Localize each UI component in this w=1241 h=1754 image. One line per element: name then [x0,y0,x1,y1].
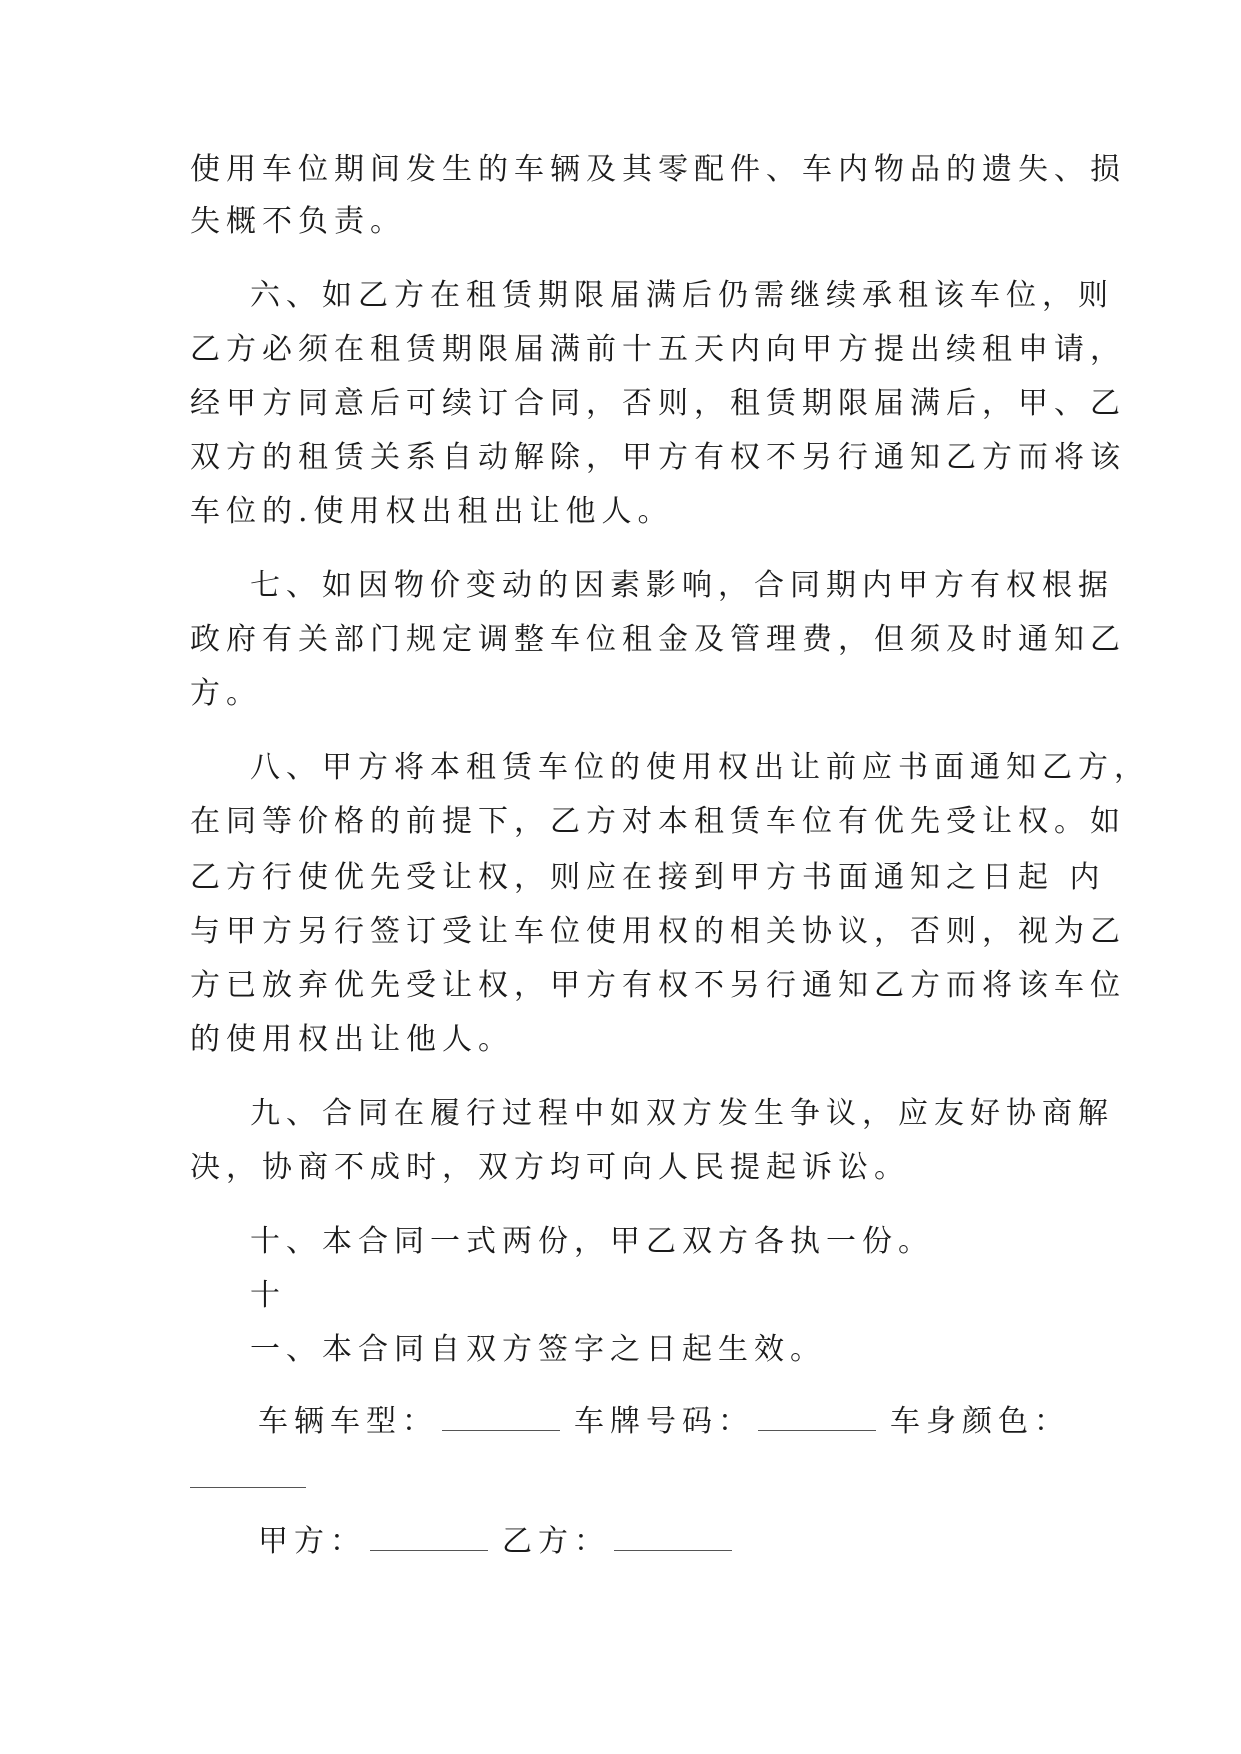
party-b-signature-blank[interactable] [614,1526,732,1551]
plate-number-label: 车牌号码： [574,1404,754,1439]
clause-eight-line: 八、甲方将本租赁车位的使用权出让前应书面通知乙方， [250,750,1150,785]
vehicle-model-label: 车辆车型： [258,1404,438,1439]
clause-eleven-line: 一、本合同自双方签字之日起生效。 [250,1332,826,1367]
clause-eight-line: 与甲方另行签订受让车位使用权的相关协议，否则，视为乙 [190,914,1126,949]
vehicle-model-blank[interactable] [442,1406,560,1431]
clause-eight-line: 方已放弃优先受让权，甲方有权不另行通知乙方而将该车位 [190,968,1126,1003]
clause-nine-line: 决，协商不成时，双方均可向人民提起诉讼。 [190,1150,910,1185]
body-line: 失概不负责。 [190,204,406,239]
clause-eight-line: 的使用权出让他人。 [190,1022,514,1057]
clause-six-line: 乙方必须在租赁期限届满前十五天内向甲方提出续租申请， [190,332,1126,367]
clause-seven-line: 七、如因物价变动的因素影响，合同期内甲方有权根据 [250,568,1114,603]
clause-seven-line: 政府有关部门规定调整车位租金及管理费，但须及时通知乙 [190,622,1126,657]
plate-number-blank[interactable] [758,1406,876,1431]
clause-eleven-numeral: 十 [250,1278,286,1313]
clause-ten-line: 十、本合同一式两份，甲乙双方各执一份。 [250,1224,934,1259]
signature-row [258,1522,746,1562]
clause-eight-line: 在同等价格的前提下，乙方对本租赁车位有优先受让权。如 [190,804,1126,839]
body-color-label: 车身颜色： [890,1404,1070,1439]
party-a-label: 甲方： [258,1524,366,1559]
clause-six-line: 双方的租赁关系自动解除，甲方有权不另行通知乙方而将该 [190,440,1126,475]
party-a-signature-blank[interactable] [370,1526,488,1551]
body-line: 使用车位期间发生的车辆及其零配件、车内物品的遗失、损 [190,152,1126,187]
clause-eight-line: 乙方行使优先受让权，则应在接到甲方书面通知之日起 内 [190,860,1106,895]
vehicle-info-row [258,1402,1070,1442]
body-color-blank[interactable] [190,1486,306,1488]
clause-six-line: 六、如乙方在租赁期限届满后仍需继续承租该车位，则 [250,278,1114,313]
clause-nine-line: 九、合同在履行过程中如双方发生争议，应友好协商解 [250,1096,1114,1131]
clause-seven-line: 方。 [190,676,262,711]
party-b-label: 乙方： [502,1524,610,1559]
clause-six-line: 车位的.使用权出租出让他人。 [190,494,674,529]
clause-six-line: 经甲方同意后可续订合同，否则，租赁期限届满后，甲、乙 [190,386,1126,421]
